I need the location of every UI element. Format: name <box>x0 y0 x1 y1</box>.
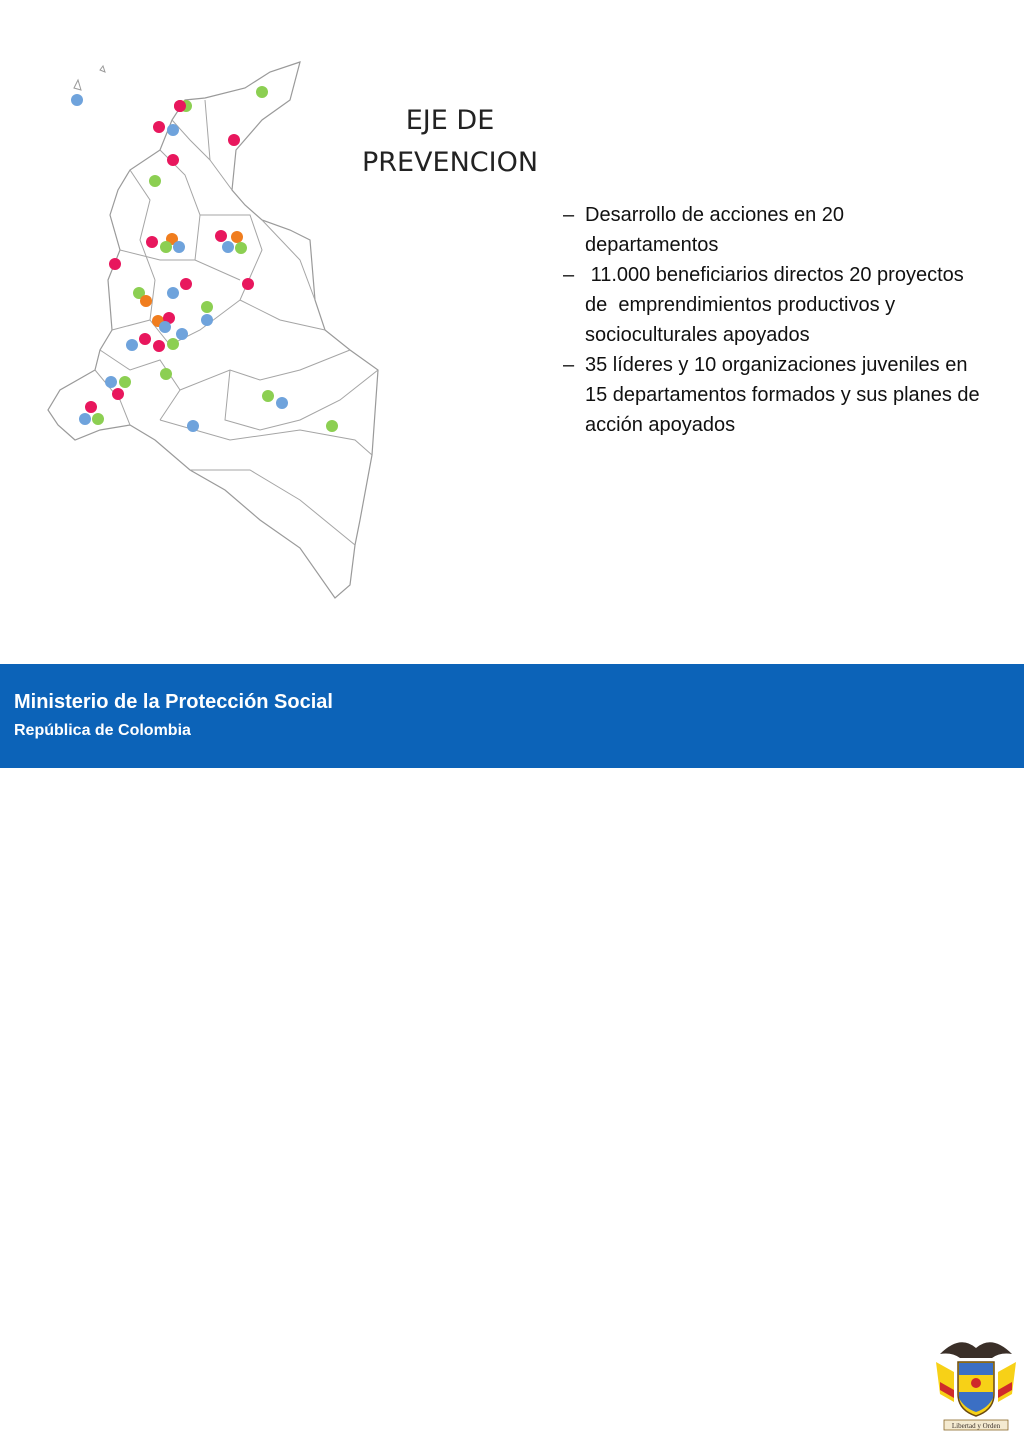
colombia-map <box>40 50 380 610</box>
bullet-list <box>563 200 983 440</box>
map-dot-green <box>167 338 179 350</box>
map-dot-pink <box>146 236 158 248</box>
map-dot-pink <box>139 333 151 345</box>
map-dot-green <box>92 413 104 425</box>
map-dot-orange <box>231 231 243 243</box>
colombia-coat-of-arms-icon <box>930 1332 1022 1432</box>
island-outline <box>74 80 81 90</box>
map-dot-blue <box>105 376 117 388</box>
department-borders <box>95 100 378 545</box>
map-dot-pink <box>109 258 121 270</box>
map-dot-blue <box>201 314 213 326</box>
map-dot-blue <box>167 124 179 136</box>
slide-title-line1: EJE DE <box>405 105 495 136</box>
map-dot-green <box>201 301 213 313</box>
map-dot-blue <box>276 397 288 409</box>
map-dot-blue <box>79 413 91 425</box>
footer-bar <box>0 664 1024 1430</box>
map-dot-blue <box>71 94 83 106</box>
bullet-text: Desarrollo de acciones en 20 departamentos <box>585 204 845 256</box>
map-dot-pink <box>85 401 97 413</box>
map-dot-blue <box>176 328 188 340</box>
slide-title-line2: PREVENCION <box>361 147 539 178</box>
map-dot-green <box>262 390 274 402</box>
map-dot-orange <box>140 295 152 307</box>
map-dot-green <box>235 242 247 254</box>
map-dot-pink <box>174 100 186 112</box>
map-dot-pink <box>180 278 192 290</box>
island-outline <box>100 66 105 72</box>
map-dot-pink <box>167 154 179 166</box>
bullet-item <box>563 260 983 350</box>
ministry-name: Ministerio de la Protección Social <box>14 691 333 713</box>
map-dot-pink <box>112 388 124 400</box>
bullet-text: 11.000 beneficiarios directos 20 proyectos de emprendimientos productivos y socioculturales apoyados <box>585 264 970 346</box>
map-dot-blue <box>159 321 171 333</box>
map-dot-pink <box>153 121 165 133</box>
map-dot-blue <box>173 241 185 253</box>
map-dot-blue <box>126 339 138 351</box>
map-dot-pink <box>215 230 227 242</box>
map-dot-pink <box>153 340 165 352</box>
bullet-text: 35 líderes y 10 organizaciones juveniles en 15 departamentos formados y sus planes de acción apoyados <box>585 354 980 436</box>
map-dot-pink <box>228 134 240 146</box>
bullet-item <box>563 350 983 440</box>
map-dot-blue <box>222 241 234 253</box>
map-dot-green <box>326 420 338 432</box>
bullet-dash: – <box>563 264 575 286</box>
map-dot-green <box>160 241 172 253</box>
slide-title <box>345 100 555 184</box>
map-dot-blue <box>167 287 179 299</box>
map-dot-green <box>119 376 131 388</box>
map-dot-green <box>256 86 268 98</box>
colombia-map-icon <box>40 50 380 610</box>
map-dot-green <box>160 368 172 380</box>
country-name: República de Colombia <box>14 722 191 739</box>
bullet-item <box>563 200 983 260</box>
map-dot-blue <box>187 420 199 432</box>
seal-motto: Libertad y Orden <box>951 1422 1001 1430</box>
map-dot-green <box>149 175 161 187</box>
map-dot-pink <box>242 278 254 290</box>
bullet-dash: – <box>563 204 575 226</box>
map-outline <box>48 62 378 598</box>
bullet-dash: – <box>563 354 575 376</box>
coat-of-arms <box>930 1332 1022 1432</box>
